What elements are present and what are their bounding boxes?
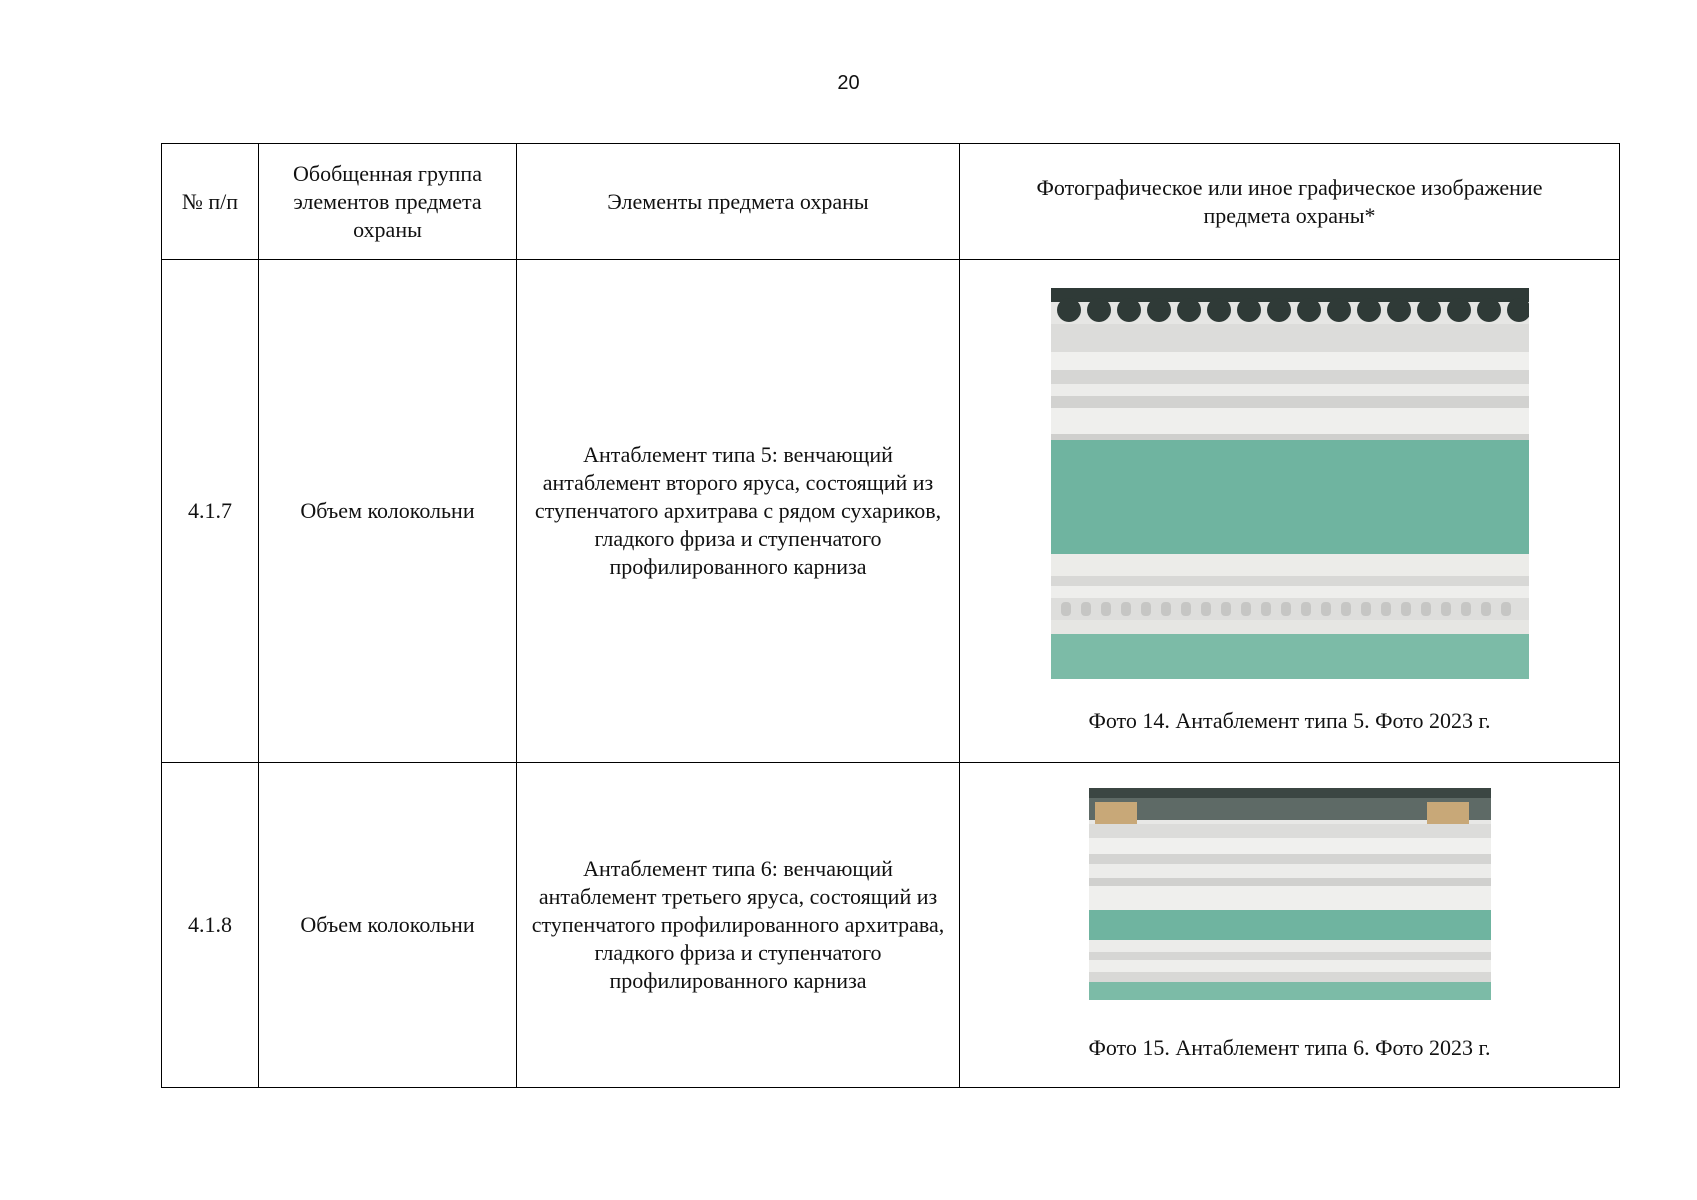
row-elements: Антаблемент типа 6: венчающий антаблемент третьего яруса, состоящий из ступенчатого профилированного архитрава, гладкого фриза и ступенчатого профилированного карниза xyxy=(517,763,960,1088)
table-header-row xyxy=(162,144,1620,260)
header-group: Обобщенная группа элементов предмета охраны xyxy=(259,144,517,260)
header-num: № п/п xyxy=(162,144,259,260)
row-elements: Антаблемент типа 5: венчающий антаблемент второго яруса, состоящий из ступенчатого архитрава с рядом сухариков, гладкого фриза и ступенчатого профилированного карниза xyxy=(517,260,960,763)
row-group: Объем колокольни xyxy=(259,763,517,1088)
row-group: Объем колокольни xyxy=(259,260,517,763)
entablature-type-6-photo xyxy=(1089,788,1491,1000)
photo-caption: Фото 15. Антаблемент типа 6. Фото 2023 г. xyxy=(1088,1035,1491,1060)
protection-table xyxy=(161,143,1620,1088)
row-num: 4.1.7 xyxy=(162,260,259,763)
row-photo-cell xyxy=(960,260,1620,763)
table-row xyxy=(162,763,1620,1088)
page-number: 20 xyxy=(837,72,860,94)
row-photo-cell xyxy=(960,763,1620,1088)
table-row xyxy=(162,260,1620,763)
header-elements: Элементы предмета охраны xyxy=(517,144,960,260)
photo-caption: Фото 14. Антаблемент типа 5. Фото 2023 г. xyxy=(1088,707,1491,733)
entablature-type-5-photo xyxy=(1051,288,1529,679)
header-photo: Фотографическое или иное графическое изображение предмета охраны* xyxy=(960,144,1620,260)
row-num: 4.1.8 xyxy=(162,763,259,1088)
